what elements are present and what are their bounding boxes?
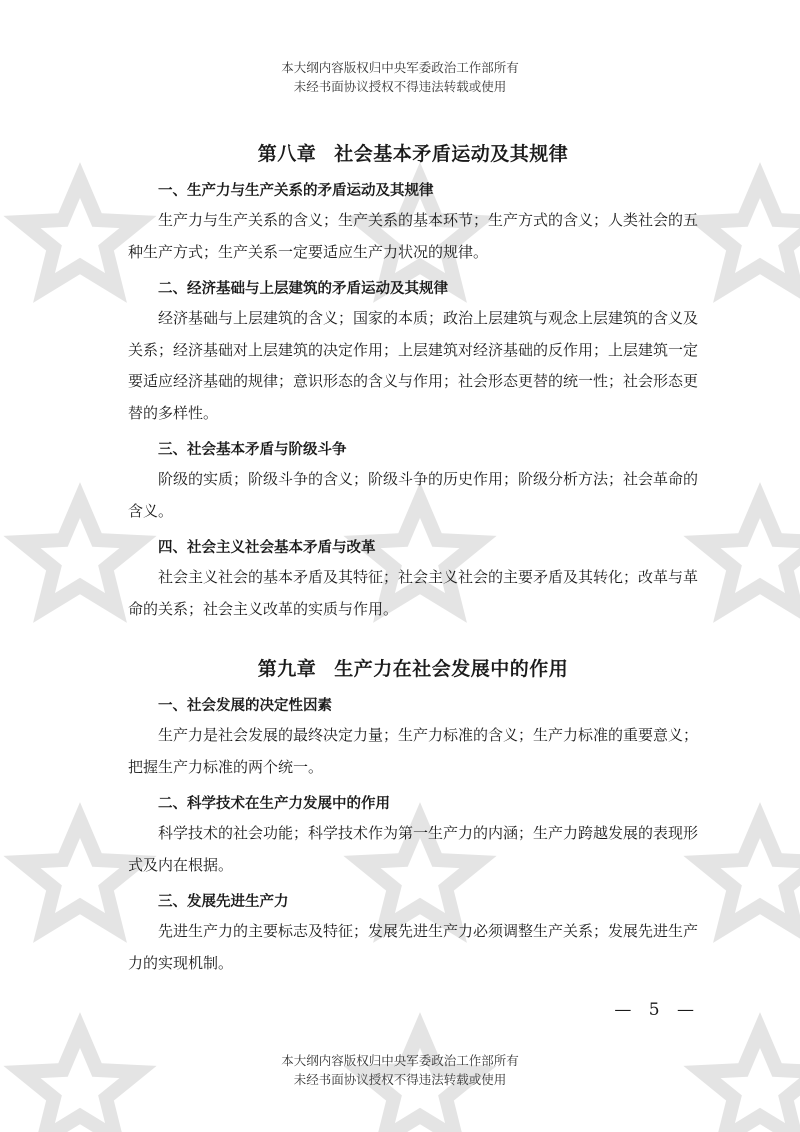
- chapter-spacer: [128, 625, 698, 653]
- footer-copyright-line: 本大纲内容版权归中央军委政治工作部所有: [281, 1053, 519, 1068]
- section-title: 二、经济基础与上层建筑的矛盾运动及其规律: [158, 281, 448, 297]
- page-header: [0, 58, 800, 96]
- header-license-line: 未经书面协议授权不得违法转载或使用: [293, 79, 507, 94]
- section-body: 阶级的实质；阶级斗争的含义；阶级斗争的历史作用；阶级分析方法；社会革命的含义。: [128, 470, 699, 520]
- section-body: 科学技术的社会功能；科学技术作为第一生产力的内涵；生产力跨越发展的表现形式及内在根据。: [128, 824, 699, 874]
- star-emblem-icon: [22, 500, 138, 608]
- star-emblem-icon: [22, 180, 138, 288]
- section-title: 三、社会基本矛盾与阶级斗争: [158, 442, 347, 458]
- star-emblem-icon: [702, 820, 800, 928]
- section-title: 三、发展先进生产力: [158, 894, 289, 910]
- section-title: 二、科学技术在生产力发展中的作用: [158, 796, 390, 812]
- page-footer: [0, 1051, 800, 1089]
- section-title: 一、生产力与生产关系的矛盾运动及其规律: [158, 183, 434, 199]
- chapter-title: [128, 138, 698, 170]
- chapter-name: 社会基本矛盾运动及其规律: [334, 143, 569, 165]
- star-emblem-icon: [702, 180, 800, 288]
- star-emblem-icon: [22, 820, 138, 928]
- section-body: 生产力与生产关系的含义；生产关系的基本环节；生产方式的含义；人类社会的五种生产方式；生产关系一定要适应生产力状况的规律。: [128, 211, 699, 261]
- section-body: 社会主义社会的基本矛盾及其特征；社会主义社会的主要矛盾及其转化；改革与革命的关系；社会主义改革的实质与作用。: [128, 568, 699, 618]
- page-number: — 5 —: [614, 1000, 700, 1020]
- section-title: 四、社会主义社会基本矛盾与改革: [158, 540, 376, 556]
- section-body: 先进生产力的主要标志及特征；发展先进生产力必须调整生产关系；发展先进生产力的实现机制。: [128, 922, 699, 972]
- chapter-number: 第九章: [257, 658, 317, 680]
- section-body: 经济基础与上层建筑的含义；国家的本质；政治上层建筑与观念上层建筑的含义及关系；经济基础对上层建筑的决定作用；上层建筑对经济基础的反作用；上层建筑一定要适应经济基础的规律；意识形态的含义与作用；社会形态更替的统一性；社会形态更替的多样性。: [128, 309, 699, 422]
- section-body: 生产力是社会发展的最终决定力量；生产力标准的含义；生产力标准的重要意义；把握生产力标准的两个统一。: [128, 726, 699, 776]
- chapter-name: 生产力在社会发展中的作用: [334, 658, 569, 680]
- star-emblem-icon: [702, 500, 800, 608]
- document-body: [128, 138, 698, 979]
- footer-license-line: 未经书面协议授权不得违法转载或使用: [293, 1072, 507, 1087]
- chapter-number: 第八章: [257, 143, 317, 165]
- chapter-title: [128, 653, 698, 685]
- section-title: 一、社会发展的决定性因素: [158, 698, 332, 714]
- header-copyright-line: 本大纲内容版权归中央军委政治工作部所有: [281, 60, 519, 75]
